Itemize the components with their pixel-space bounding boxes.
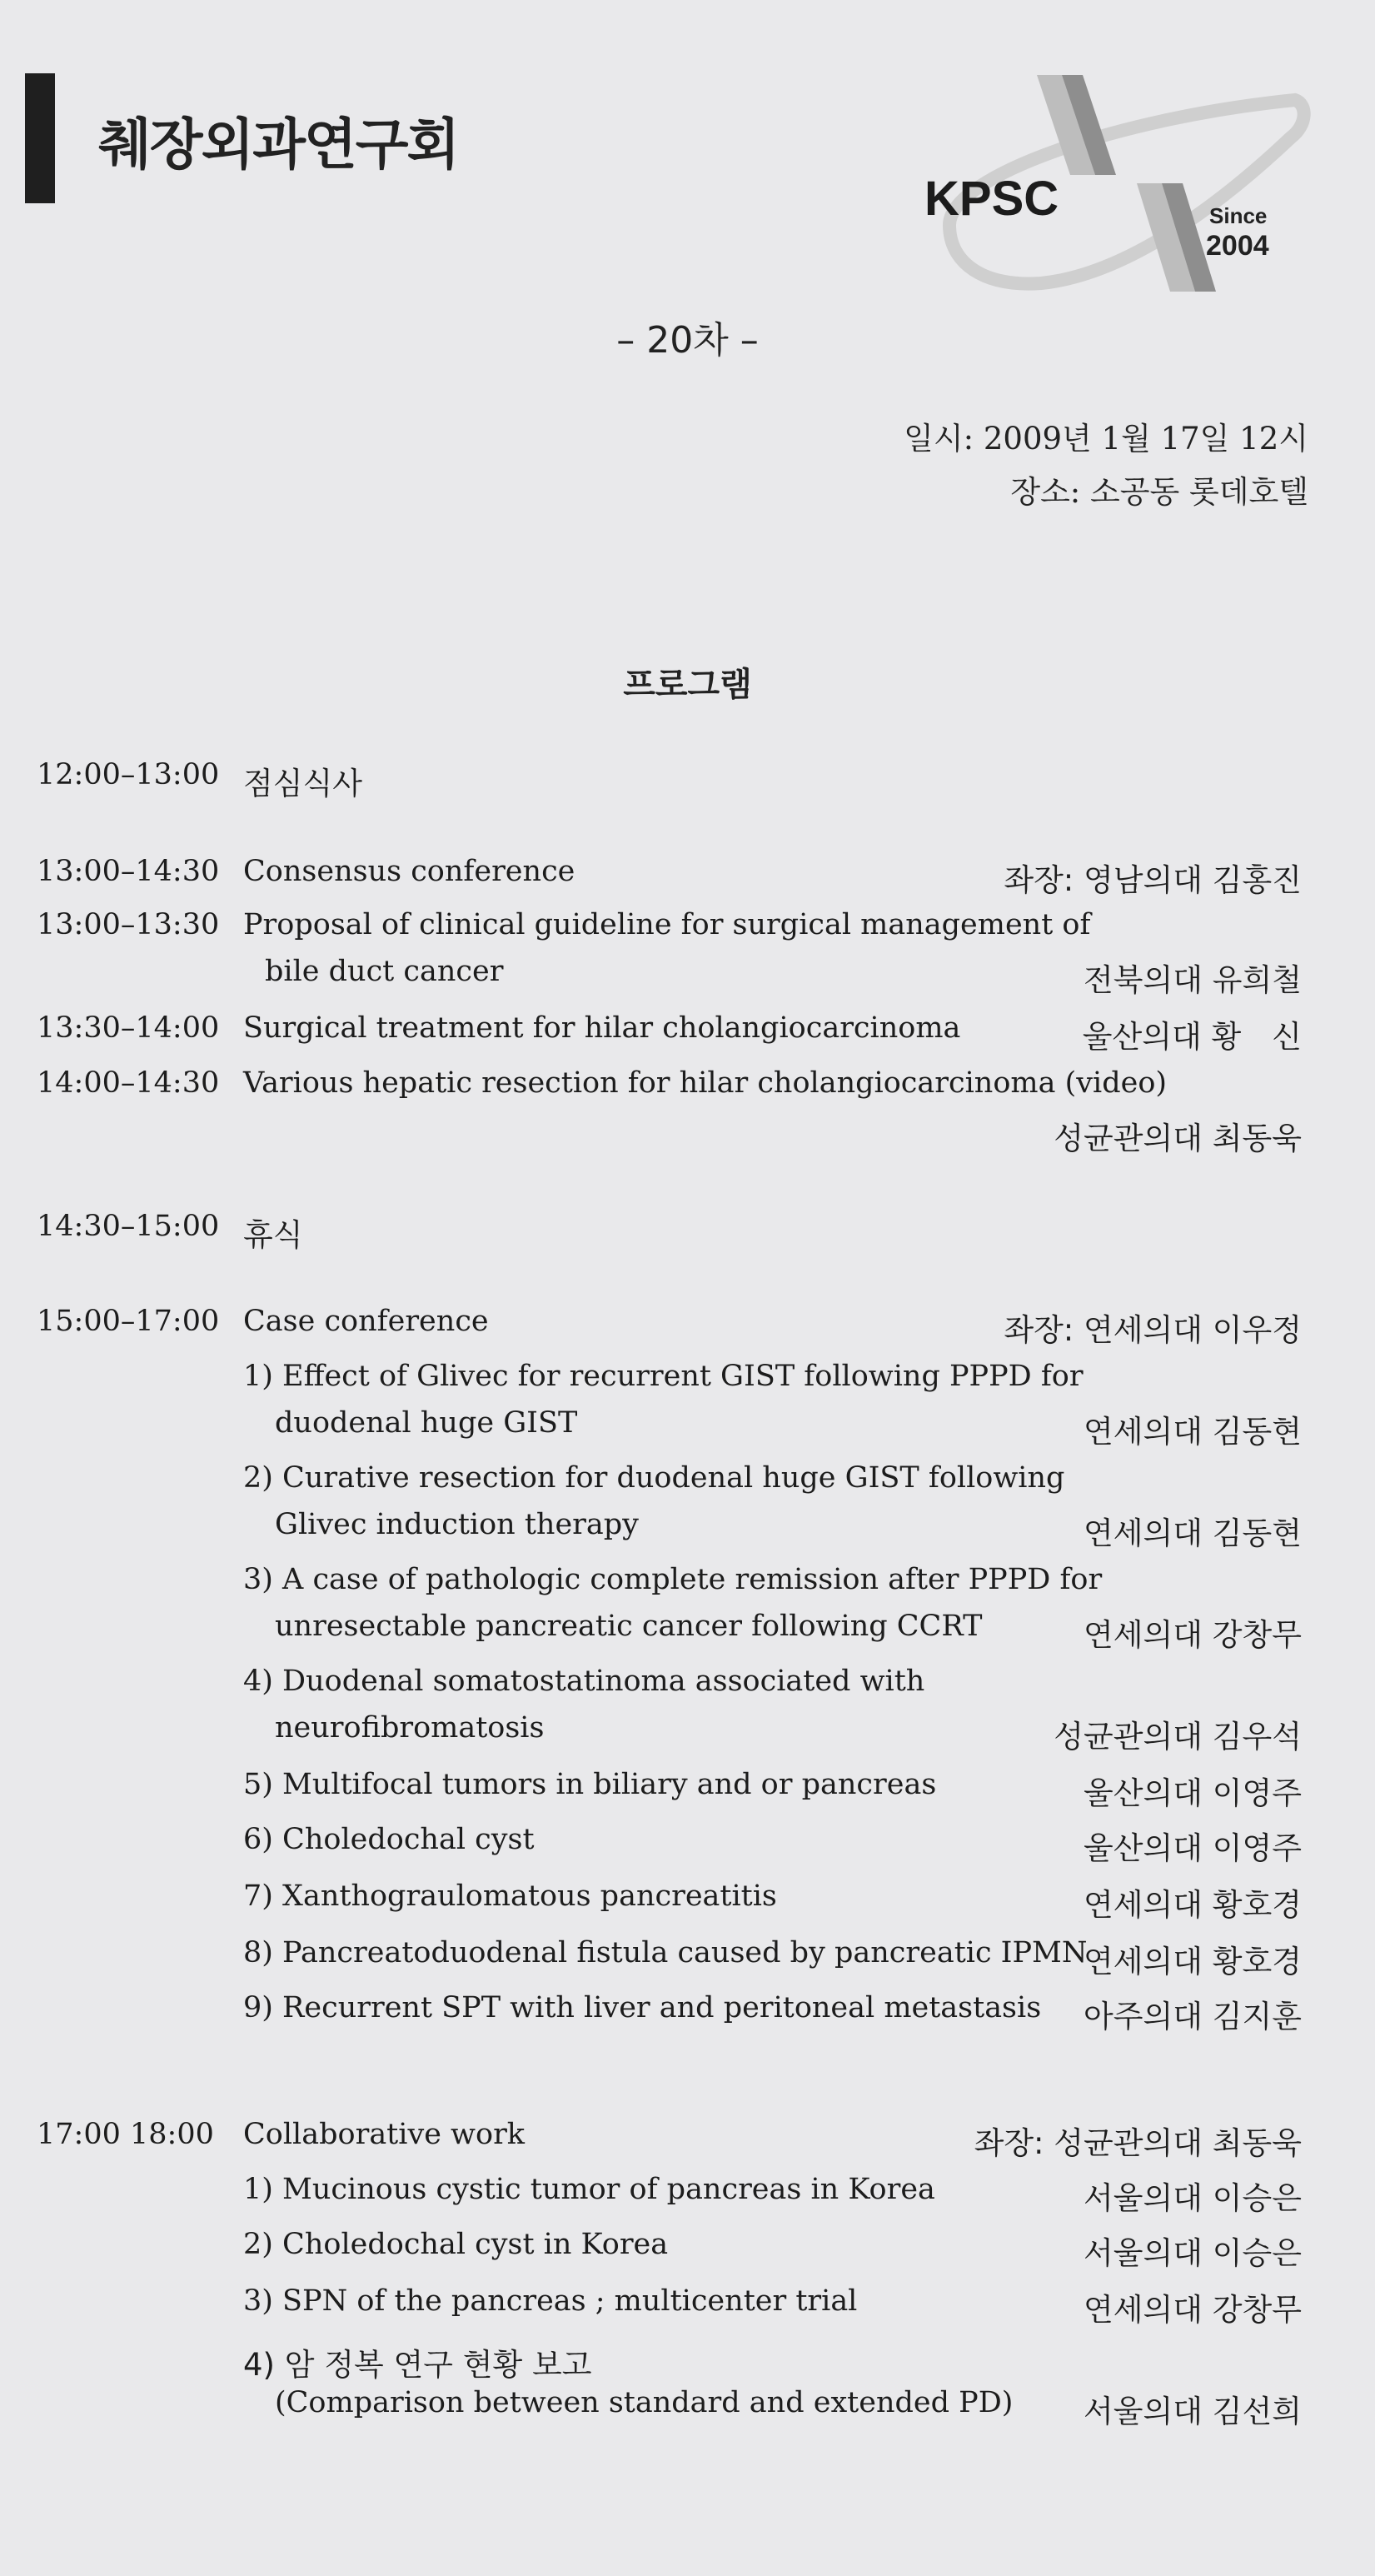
time-slot: 14:30–15:00 (37, 1210, 220, 1243)
speaker: 울산의대 이영주 (1084, 1775, 1302, 1811)
program-title: 4) 암 정복 연구 현황 보고 (243, 2347, 592, 2383)
program-title: 6) Choledochal cyst (243, 1823, 535, 1856)
time-slot: 14:00–14:30 (37, 1066, 220, 1100)
program-row (0, 1011, 1375, 1058)
logo-text: KPSC (924, 172, 1059, 226)
speaker: 울산의대 이영주 (1084, 1830, 1302, 1866)
program-row (0, 2284, 1375, 2331)
speaker: 연세의대 황호경 (1084, 1944, 1302, 1979)
time-slot: 13:00–14:30 (37, 855, 220, 888)
program-title: 7) Xanthograulomatous pancreatitis (243, 1880, 777, 1913)
program-title: 1) Effect of Glivec for recurrent GIST following PPPD for (243, 1360, 1084, 1393)
program-title: 9) Recurrent SPT with liver and peritoneal metastasis (243, 1991, 1042, 2024)
organization-name: 췌장외과연구회 (98, 112, 459, 177)
program-title: 8) Pancreatoduodenal fistula caused by pancreatic IPMN (243, 1936, 1088, 1969)
program-title: 4) Duodenal somatostatinoma associated with (243, 1665, 925, 1698)
time-slot: 13:30–14:00 (37, 1011, 220, 1045)
program-row (0, 2339, 1375, 2386)
program-row (0, 908, 1375, 955)
program-row (0, 1461, 1375, 1508)
speaker: 연세의대 황호경 (1084, 1887, 1302, 1923)
speaker: 좌장: 연세의대 이우정 (1004, 1312, 1302, 1348)
program-row (0, 1360, 1375, 1406)
program-title: 점심식사 (243, 766, 362, 801)
event-date: 일시: 2009년 1월 17일 12시 (904, 421, 1308, 457)
program-row (0, 758, 1375, 805)
time-slot: 12:00–13:00 (37, 758, 220, 791)
event-place: 장소: 소공동 롯데호텔 (1010, 474, 1308, 510)
program-title: 5) Multifocal tumors in biliary and or pancreas (243, 1768, 937, 1801)
program-row (0, 1610, 1375, 1656)
program-row (0, 1305, 1375, 1351)
program-title: 2) Curative resection for duodenal huge GIST following (243, 1461, 1065, 1495)
time-slot: 13:00–13:30 (37, 908, 220, 941)
program-row (0, 1563, 1375, 1610)
program-row (0, 1768, 1375, 1815)
program-title: Consensus conference (243, 855, 575, 888)
program-title: duodenal huge GIST (275, 1406, 578, 1440)
program-row (0, 1936, 1375, 1983)
speaker: 울산의대 황 신 (1082, 1019, 1302, 1055)
program-title: neurofibromatosis (275, 1711, 545, 1745)
program-title: 3) SPN of the pancreas ; multicenter trial (243, 2284, 858, 2318)
speaker: 좌장: 성균관의대 최동욱 (974, 2125, 1302, 2161)
program-row (0, 1880, 1375, 1926)
program-title: 1) Mucinous cystic tumor of pancreas in Korea (243, 2173, 935, 2206)
program-heading: 프로그램 (623, 666, 752, 704)
program-title: Collaborative work (243, 2118, 526, 2151)
program-row (0, 1665, 1375, 1711)
speaker: 서울의대 이승은 (1084, 2235, 1302, 2271)
time-slot: 15:00–17:00 (37, 1305, 220, 1338)
program-row (0, 2228, 1375, 2274)
program-row (0, 1113, 1375, 1160)
speaker: 서울의대 이승은 (1084, 2180, 1302, 2216)
logo-since: Since (1209, 203, 1268, 228)
speaker: 성균관의대 최동욱 (1054, 1121, 1302, 1156)
program-title: unresectable pancreatic cancer following CCRT (275, 1610, 983, 1643)
title-accent-bar (25, 73, 55, 203)
program-title: Surgical treatment for hilar cholangiocarcinoma (243, 1011, 961, 1045)
program-row (0, 1406, 1375, 1453)
program-row (0, 1711, 1375, 1758)
program-row (0, 1210, 1375, 1256)
speaker: 좌장: 영남의대 김홍진 (1004, 862, 1302, 898)
program-title: Various hepatic resection for hilar cholangiocarcinoma (video) (243, 1066, 1168, 1100)
program-title: Glivec induction therapy (275, 1508, 639, 1541)
logo-year: 2004 (1206, 230, 1269, 262)
speaker: 서울의대 김선희 (1084, 2394, 1302, 2429)
program-row (0, 855, 1375, 901)
program-row (0, 1991, 1375, 2038)
session-number: – 20차 – (616, 319, 759, 362)
program-row (0, 1823, 1375, 1870)
program-row (0, 1066, 1375, 1113)
speaker: 연세의대 김동현 (1084, 1515, 1302, 1551)
speaker: 연세의대 김동현 (1084, 1414, 1302, 1450)
speaker: 아주의대 김지훈 (1084, 1999, 1302, 2034)
speaker: 전북의대 유희철 (1084, 962, 1302, 998)
time-slot: 17:00 18:00 (37, 2118, 214, 2151)
kpsc-logo (916, 67, 1316, 308)
program-row (0, 1508, 1375, 1555)
program-row (0, 2173, 1375, 2219)
program-title: Case conference (243, 1305, 489, 1338)
program-title: bile duct cancer (265, 955, 504, 988)
program-title: 2) Choledochal cyst in Korea (243, 2228, 669, 2261)
program-title: Proposal of clinical guideline for surgical management of (243, 908, 1091, 941)
program-title: 3) A case of pathologic complete remission after PPPD for (243, 1563, 1103, 1596)
speaker: 성균관의대 김우석 (1054, 1719, 1302, 1755)
speaker: 연세의대 강창무 (1084, 2292, 1302, 2328)
speaker: 연세의대 강창무 (1084, 1617, 1302, 1653)
program-row (0, 955, 1375, 1001)
program-title: 휴식 (243, 1217, 303, 1253)
program-row (0, 2386, 1375, 2433)
program-title: (Comparison between standard and extended PD) (275, 2386, 1014, 2419)
program-row (0, 2118, 1375, 2164)
